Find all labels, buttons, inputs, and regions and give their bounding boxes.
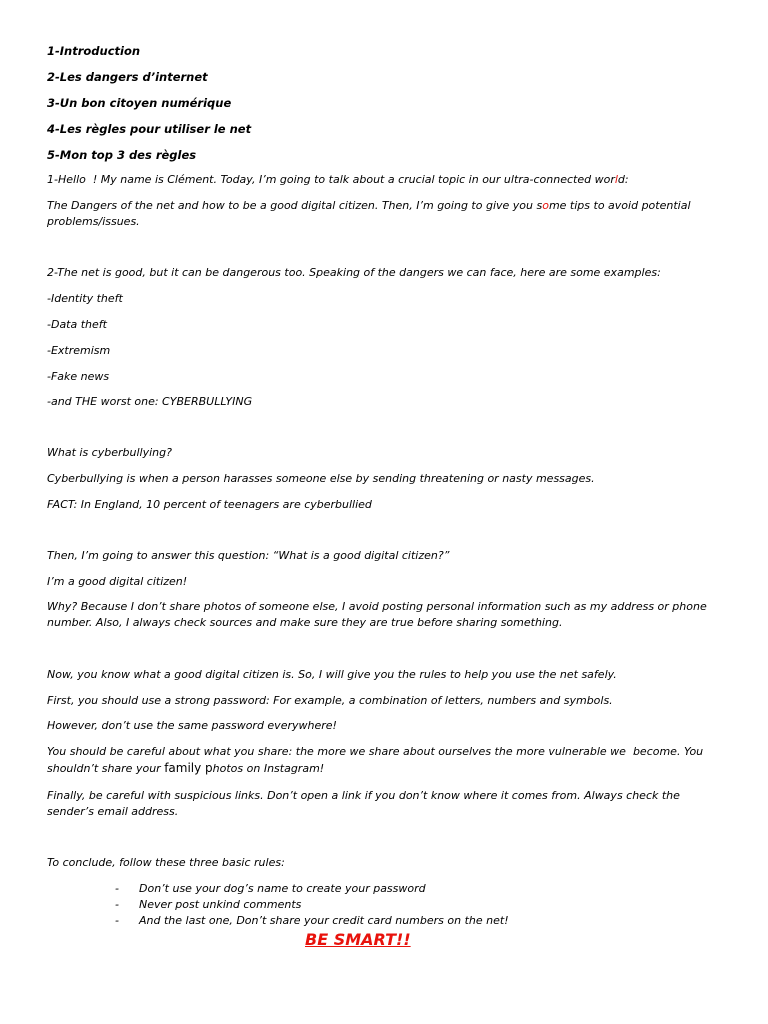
danger-item: -Identity theft [47,292,123,305]
intro-line-2 [47,198,727,230]
rule-password-reuse: However, don’t use the same password everywhere! [47,719,337,732]
danger-item: -Fake news [47,370,110,383]
rule-password: First, you should use a strong password: For example, a combination of letters, numbers and symbols. [47,694,613,707]
intro-line-2-red-letter: o [542,199,549,212]
bullet-marker: - [115,914,119,927]
cyberbullying-definition: Cyberbullying is when a person harasses someone else by sending threatening or nasty messages. [47,472,595,485]
rules-intro: Now, you know what a good digital citizen is. So, I will give you the rules to help you use the net safely. [47,668,617,681]
rule-links: Finally, be careful with suspicious links. Don’t open a link if you don’t know where it comes from. Always check the sender’s email address. [47,789,680,818]
citizen-question: Then, I’m going to answer this question: “What is a good digital citizen?” [47,549,450,562]
conclusion-intro: To conclude, follow these three basic rules: [47,856,285,869]
toc-item-4: 4-Les règles pour utiliser le net [47,122,252,136]
conclusion-bullet: And the last one, Don’t share your credit card numbers on the net! [139,914,509,927]
rule-sharing [47,744,727,777]
citizen-answer: I’m a good digital citizen! [47,575,188,588]
toc-item-2: 2-Les dangers d’internet [47,70,208,84]
rule-sharing-end: hotos on Instagram! [212,762,325,775]
intro-line-1-red-letter: l [614,173,618,186]
citizen-why: Why? Because I don’t share photos of someone else, I avoid posting personal information such as my address or phone number. Also, I always check sources and make sure they are true before sharing something. [47,600,707,629]
intro-line-1-text: 1-Hello ! My name is Clément. Today, I’m going to talk about a crucial topic in our ultra-connected wor [47,173,615,186]
conclusion-bullet: Don’t use your dog’s name to create your password [139,882,426,895]
danger-item: -and THE worst one: CYBERBULLYING [47,395,253,408]
rule-sharing-upright: family p [164,761,213,775]
cyberbullying-question: What is cyberbullying? [47,446,172,459]
intro-line-2-end: me tips to avoid potential problems/issues. [47,199,691,228]
danger-item: -Extremism [47,344,111,357]
toc-item-5: 5-Mon top 3 des règles [47,148,197,162]
toc-item-3: 3-Un bon citoyen numérique [47,96,232,110]
dangers-intro: 2-The net is good, but it can be dangerous too. Speaking of the dangers we can face, here are some examples: [47,266,661,279]
cyberbullying-fact: FACT: In England, 10 percent of teenagers are cyberbullied [47,498,372,511]
bullet-marker: - [115,898,119,911]
bullet-marker: - [115,882,119,895]
toc-item-1: 1-Introduction [47,44,141,58]
intro-line-1 [47,172,727,188]
danger-item: -Data theft [47,318,107,331]
rule-sharing-text: You should be careful about what you share: the more we share about ourselves the more vulnerable we become. You shouldn’t share your [47,745,704,775]
be-smart-slogan: BE SMART!! [305,930,411,949]
intro-line-1-end: d: [617,173,629,186]
conclusion-bullet: Never post unkind comments [139,898,302,911]
intro-line-2-text: The Dangers of the net and how to be a good digital citizen. Then, I’m going to give you s [47,199,543,212]
